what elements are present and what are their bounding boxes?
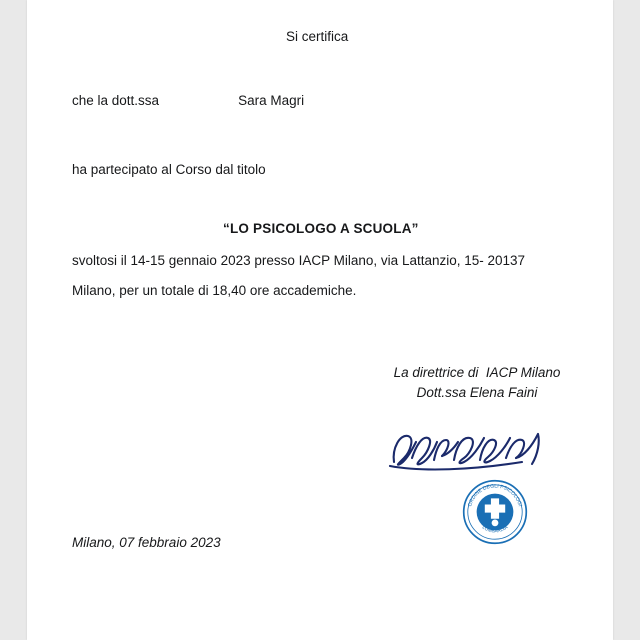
official-stamp-icon [461,478,529,546]
detail-line-2: Milano, per un totale di 18,40 ore accademiche. [72,283,357,298]
signer-role: La direttrice di IACP Milano [393,365,561,380]
place-and-date: Milano, 07 febbraio 2023 [72,535,221,550]
handwritten-signature-icon [382,420,552,480]
signer-name: Dott.ssa Elena Faini [416,385,538,401]
detail-line-1: svoltosi il 14-15 gennaio 2023 presso IACP Milano, via Lattanzio, 15- 20137 [72,253,526,268]
signature-block [357,363,597,404]
certify-heading: Si certifica [286,29,349,44]
participation-line: ha partecipato al Corso dal titolo [72,162,266,177]
course-title: “LO PSICOLOGO A SCUOLA” [223,221,419,236]
svg-text:ORDINE DEGLI PSICOLOGI: ORDINE DEGLI PSICOLOGI [467,483,523,508]
subject-row [72,91,304,111]
subject-prefix: che la dott.ssa [72,93,160,108]
svg-text:LOMBARDIA: LOMBARDIA [480,525,510,535]
subject-name: Sara Magri [238,93,305,108]
certificate-body [27,0,613,640]
document-page [27,0,613,640]
